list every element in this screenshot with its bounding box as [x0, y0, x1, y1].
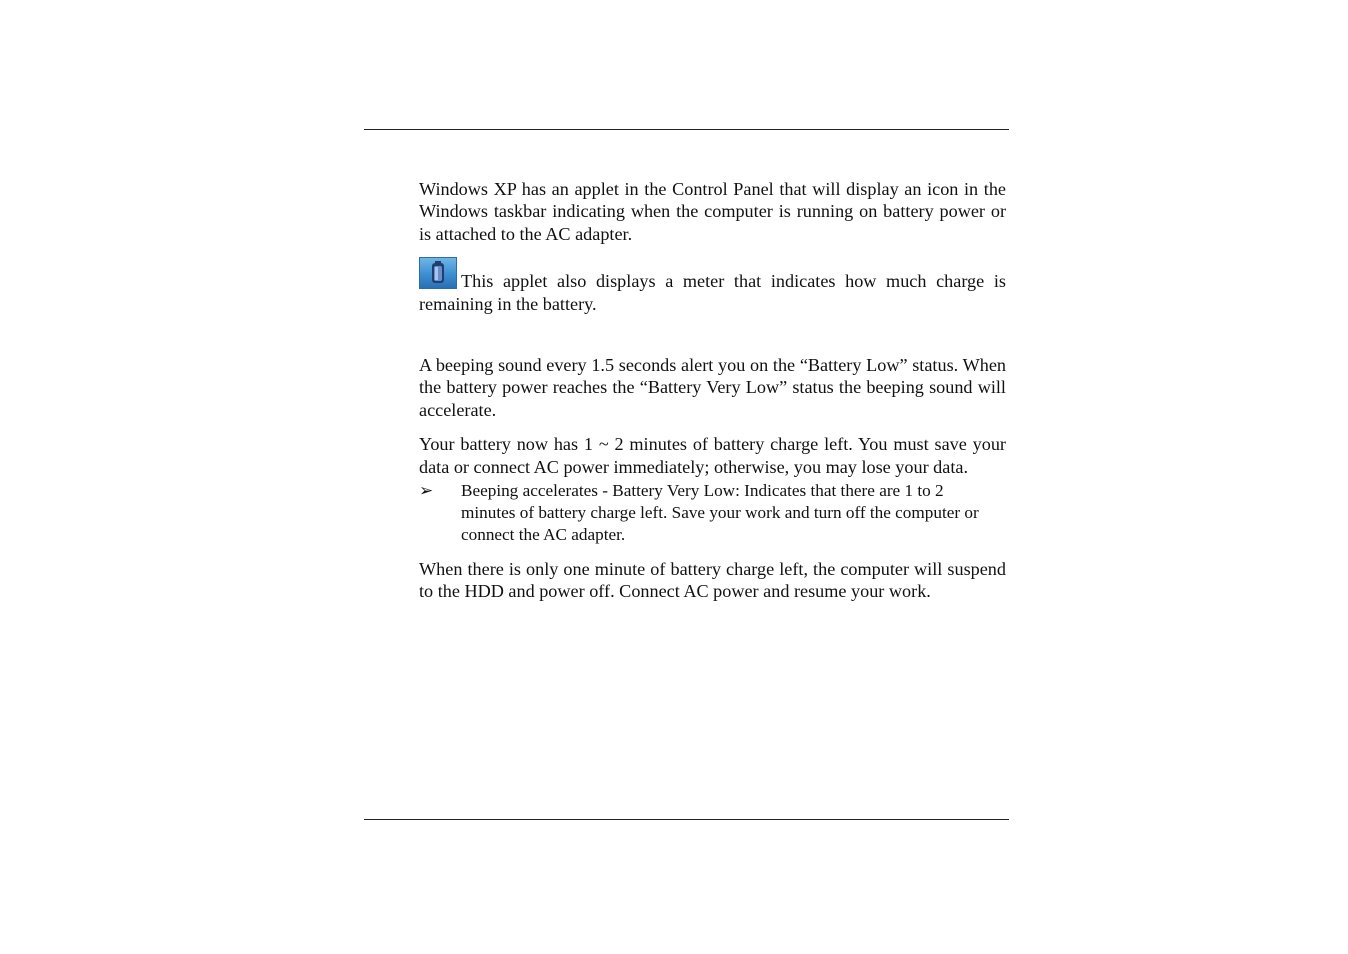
page-content	[419, 178, 1006, 603]
bottom-rule	[364, 819, 1009, 820]
arrow-bullet-icon: ➢	[419, 481, 434, 502]
bullet-item	[419, 480, 1006, 546]
suspend-paragraph: When there is only one minute of battery charge left, the computer will suspend to the HDD and power off. Connect AC power and resume your work.	[419, 559, 1006, 602]
meter-paragraph	[419, 257, 1006, 315]
battery-meter-icon	[419, 257, 457, 289]
warning-paragraph: Your battery now has 1 ~ 2 minutes of battery charge left. You must save your data or connect AC power immediately; otherwise, you may lose your data.	[419, 434, 1006, 477]
bullet-text: Beeping accelerates - Battery Very Low: Indicates that there are 1 to 2 minutes of battery charge left. Save your work and turn off the computer or connect the AC adapter.	[461, 481, 979, 545]
intro-paragraph: Windows XP has an applet in the Control Panel that will display an icon in the Windows taskbar indicating when the computer is running on battery power or is attached to the AC adapter.	[419, 179, 1006, 244]
meter-text: This applet also displays a meter that indicates how much charge is remaining in the battery.	[419, 271, 1006, 314]
top-rule	[364, 129, 1009, 130]
beep-paragraph: A beeping sound every 1.5 seconds alert you on the “Battery Low” status. When the battery power reaches the “Battery Very Low” status the beeping sound will accelerate.	[419, 355, 1006, 420]
